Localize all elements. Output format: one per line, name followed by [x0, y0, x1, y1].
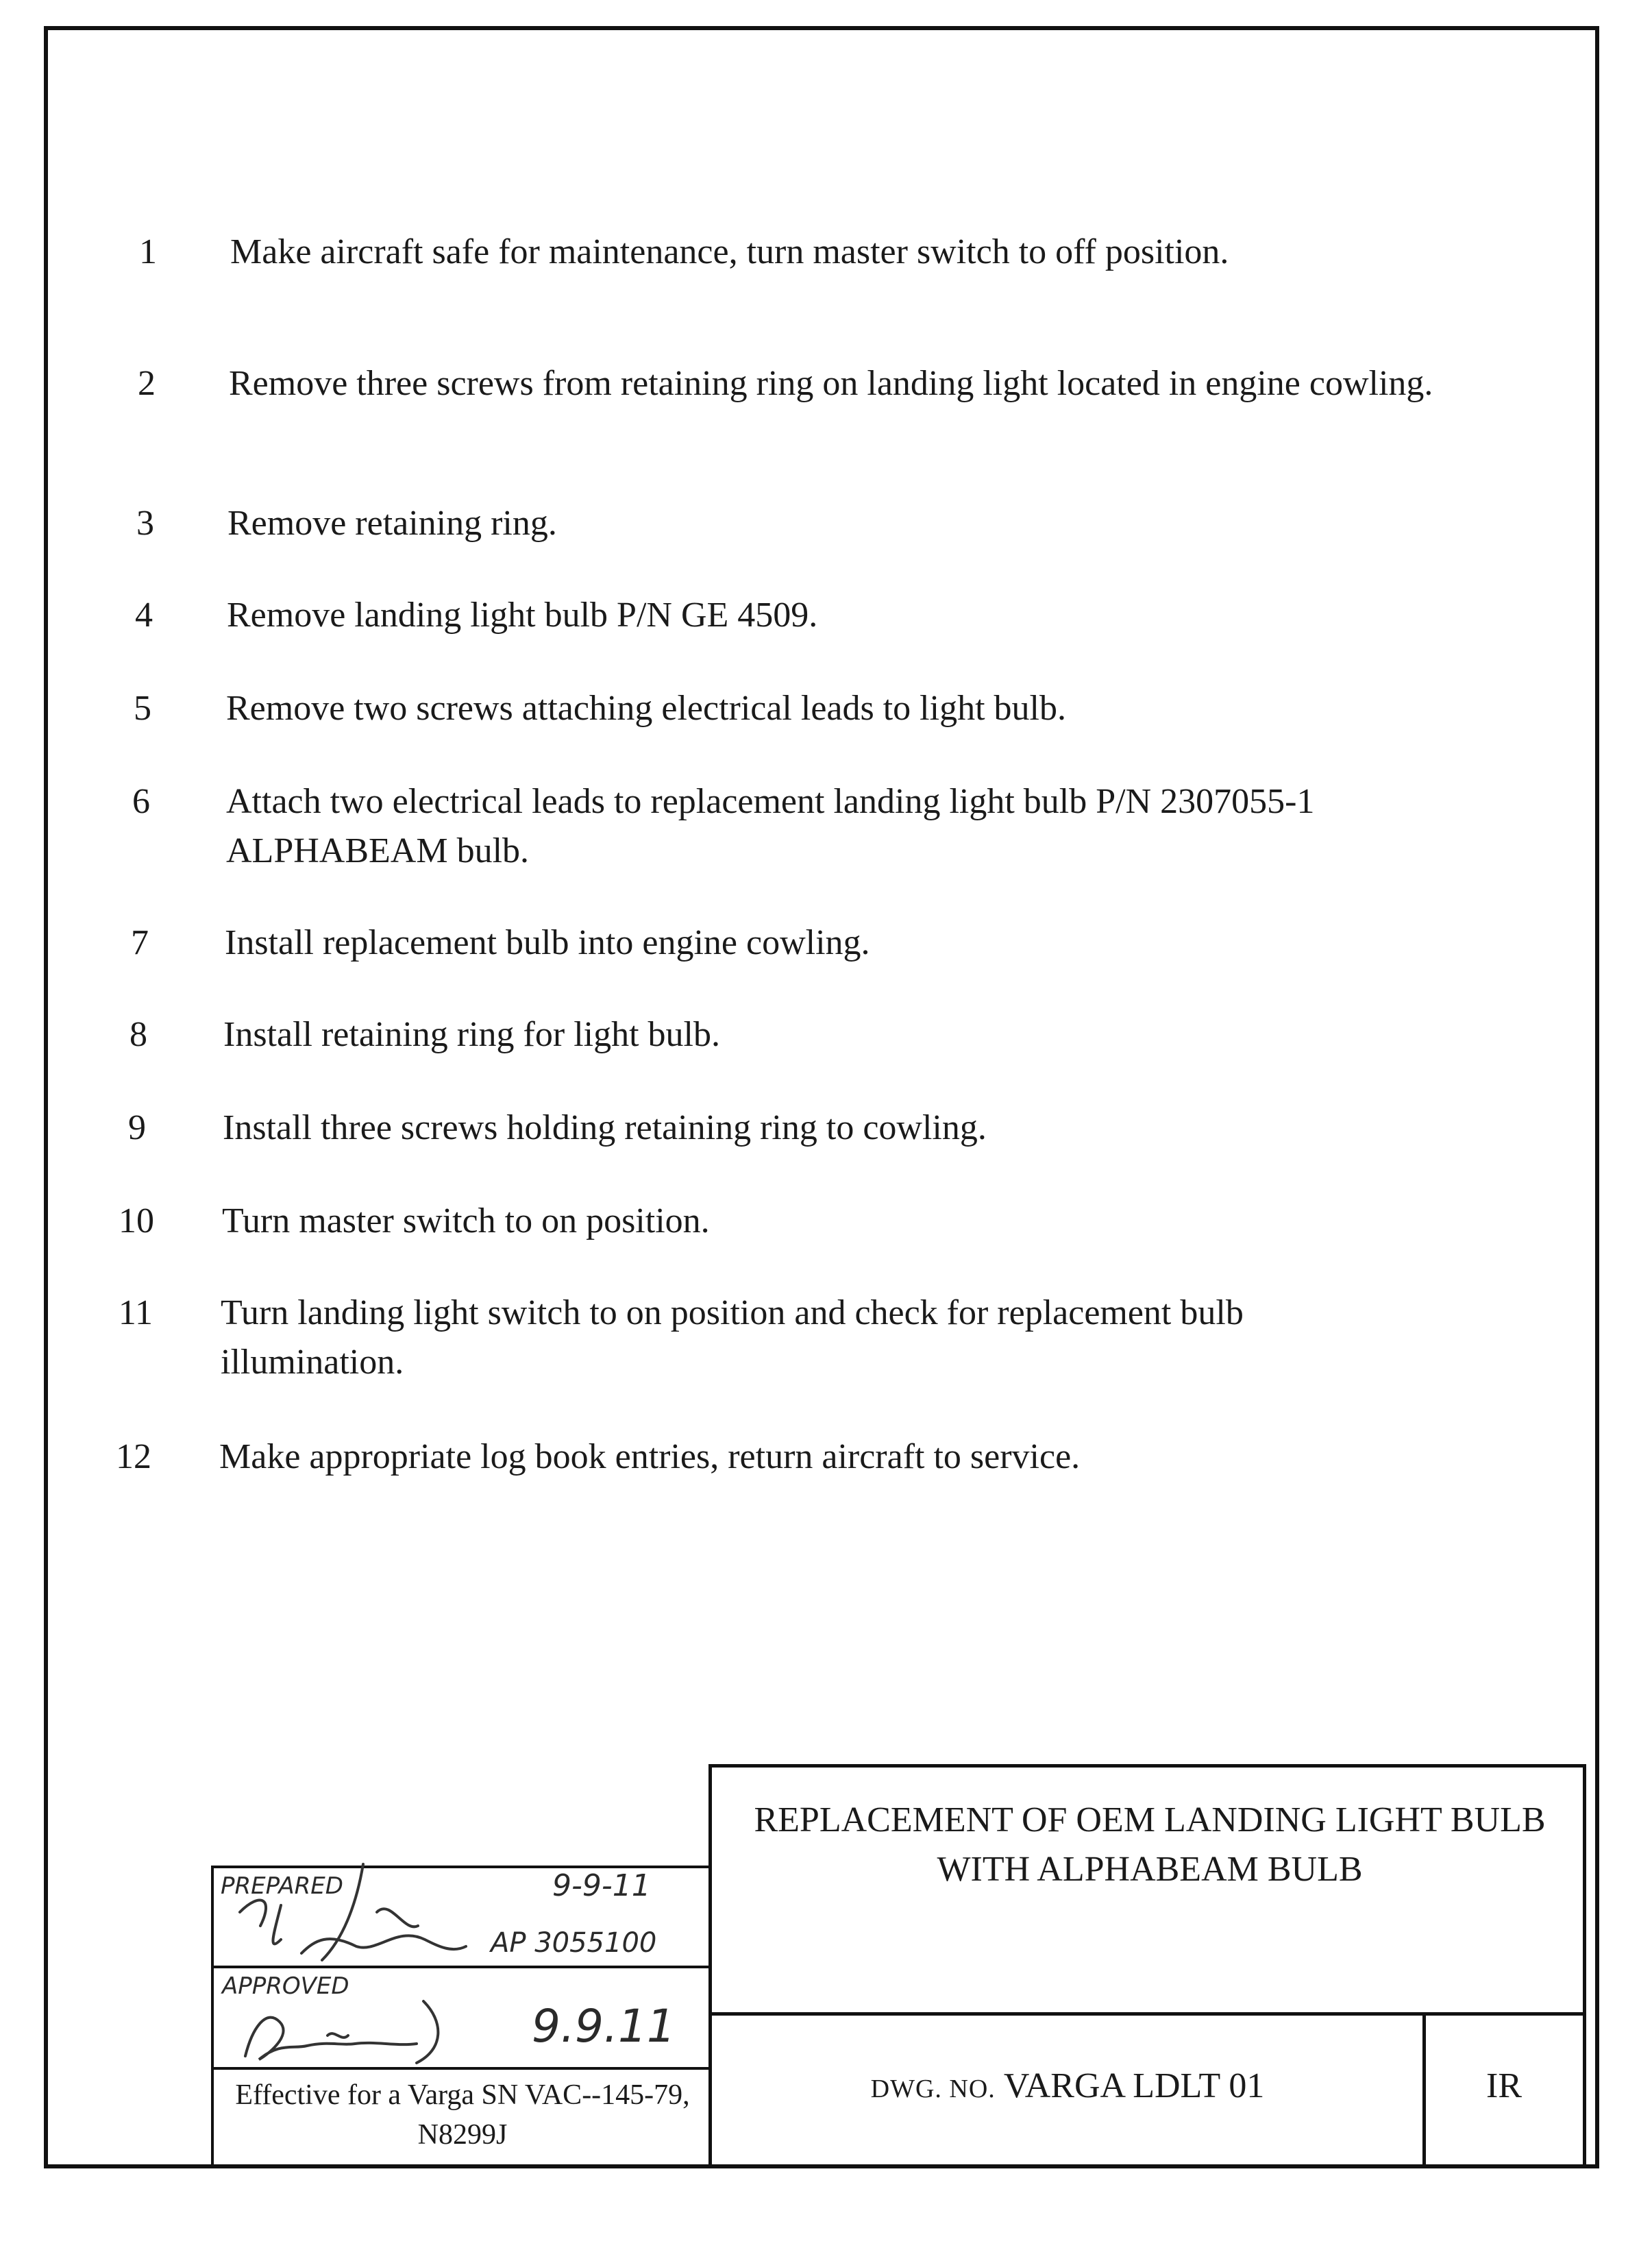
- step-number: 2: [138, 364, 156, 403]
- approved-signature-icon: [218, 1981, 506, 2070]
- step-number: 9: [128, 1108, 146, 1147]
- step-number: 10: [119, 1201, 154, 1240]
- step-number: 8: [130, 1015, 147, 1054]
- step-number: 7: [131, 923, 149, 962]
- step-text: Remove retaining ring.: [227, 504, 557, 543]
- step-text: Turn landing light switch to on position and check for replacement bulb illumination.: [221, 1293, 1244, 1382]
- drawing-title: [713, 1796, 1587, 1894]
- step-number: 12: [116, 1437, 151, 1476]
- step-number: 5: [134, 689, 151, 728]
- prepared-date: 9-9-11: [552, 1868, 651, 1903]
- title-block-top-border: [710, 1764, 1586, 1768]
- prepared-label: PREPARED: [221, 1872, 343, 1900]
- step-text: Remove landing light bulb P/N GE 4509.: [227, 596, 818, 635]
- step-number: 3: [136, 504, 154, 543]
- drawing-title-line-1: REPLACEMENT OF OEM LANDING LIGHT BULB: [754, 1800, 1546, 1839]
- prepared-cert-number: AP 3055100: [491, 1927, 657, 1959]
- step-text: Make aircraft safe for maintenance, turn master switch to off position.: [230, 232, 1229, 271]
- effectivity-note: Effective for a Varga SN VAC--145-79, N8299J: [235, 2079, 690, 2151]
- step-number: 1: [139, 232, 157, 271]
- drawing-number: [713, 2062, 1422, 2114]
- step-text: Install retaining ring for light bulb.: [223, 1015, 720, 1054]
- drawing-title-line-2: WITH ALPHABEAM BULB: [937, 1850, 1363, 1889]
- step-number: 6: [132, 782, 150, 821]
- approved-date: 9.9.11: [532, 2000, 676, 2053]
- step-text: Install replacement bulb into engine cowling.: [225, 923, 870, 962]
- step-number: 4: [135, 596, 153, 635]
- step-text: Turn master switch to on position.: [222, 1201, 710, 1240]
- title-block-mid-divider: [710, 2012, 1586, 2016]
- step-text: Make appropriate log book entries, return aircraft to service.: [219, 1437, 1081, 1476]
- drawing-number-label: DWG. NO.: [870, 2075, 996, 2103]
- step-text: Remove two screws attaching electrical leads to light bulb.: [226, 689, 1066, 728]
- step-text: Remove three screws from retaining ring on landing light located in engine cowling.: [229, 364, 1433, 403]
- drawing-number-value: VARGA LDLT 01: [1003, 2066, 1265, 2105]
- step-text: Attach two electrical leads to replacement landing light bulb P/N 2307055-1 ALPHABEAM bulb.: [226, 782, 1315, 870]
- step-number: 11: [118, 1293, 153, 1332]
- prepared-signature-icon: [219, 1850, 507, 1967]
- step-text: Install three screws holding retaining ring to cowling.: [223, 1108, 987, 1147]
- approved-label: APPROVED: [222, 1972, 349, 2000]
- revision: IR: [1486, 2066, 1522, 2105]
- signature-box-left: [211, 1866, 214, 2167]
